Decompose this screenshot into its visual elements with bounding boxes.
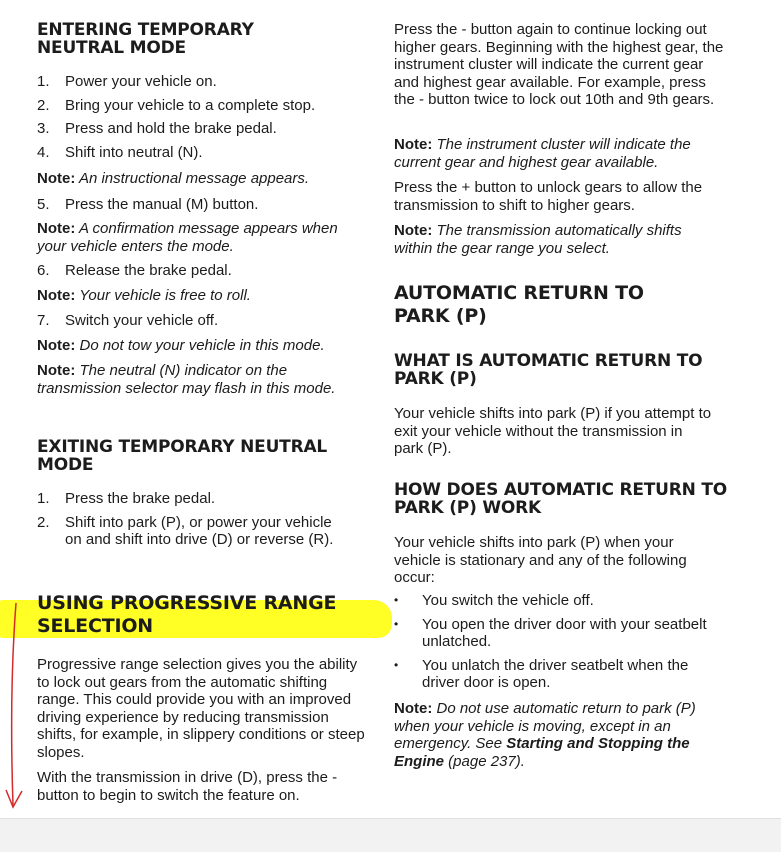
list-item: 2. Bring your vehicle to a complete stop. xyxy=(37,96,316,114)
list-item: 7. Switch your vehicle off. xyxy=(37,312,219,329)
list-item: 4. Shift into neutral (N). xyxy=(37,143,203,161)
list-item: • You unlatch the driver seatbelt when the driver door is open. xyxy=(394,656,689,691)
heading-exiting-temporary-neutral: EXITING TEMPORARY NEUTRAL MODE xyxy=(37,437,328,475)
note-confirmation: Note: A confirmation message appears when your vehicle enters the mode. xyxy=(37,220,338,255)
note-neutral-indicator: Note: The neutral (N) indicator on the transmission selector may flash in this mode. xyxy=(37,362,336,397)
list-item: 1. Press the brake pedal. xyxy=(37,490,216,507)
note-instrument-cluster: Note: The instrument cluster will indicate the current gear and highest gear available. xyxy=(394,136,691,171)
list-item: 1. Power your vehicle on. xyxy=(37,73,217,90)
list-item: 2. Shift into park (P), or power your vehicle on and shift into drive (D) or reverse (R). xyxy=(37,513,334,548)
step-7 xyxy=(37,312,367,330)
heading-how-does-automatic-return: HOW DOES AUTOMATIC RETURN TO PARK (P) WORK xyxy=(394,480,728,518)
steps-list-exiting xyxy=(37,490,367,549)
annotation-arrow-icon xyxy=(0,595,30,820)
note-do-not-use-automatic-return: Note: Do not use automatic return to park (P) when your vehicle is moving, except in an emergency. See Starting and Stopping the Engine (page 237). xyxy=(394,700,696,770)
step-6 xyxy=(37,262,367,280)
note-free-to-roll: Note: Your vehicle is free to roll. xyxy=(37,287,251,304)
note-do-not-tow: Note: Do not tow your vehicle in this mode. xyxy=(37,337,325,354)
list-item: • You switch the vehicle off. xyxy=(394,592,594,609)
paragraph-unlock-gears: Press the + button to unlock gears to allow the transmission to shift to higher gears. xyxy=(394,179,703,214)
viewer-bottom-bar xyxy=(0,818,781,852)
heading-entering-temporary-neutral: ENTERING TEMPORARY NEUTRAL MODE xyxy=(37,20,254,58)
conditions-list xyxy=(394,592,714,692)
list-item: 6. Release the brake pedal. xyxy=(37,262,232,279)
paragraph-progressive-range: Progressive range selection gives you the ability to lock out gears from the automatic shifting range. This could provide you with an improved driving experience by reducing transmission shifts, for example, in slippery conditions or steep slopes. xyxy=(37,656,365,761)
paragraph-drive-press-minus: With the transmission in drive (D), press the - button to begin to switch the feature on. xyxy=(37,769,338,804)
paragraph-lock-out-gears: Press the - button again to continue locking out higher gears. Beginning with the highest gear, the instrument cluster will indicate the current gear and highest gear available. For example, press the - button twice to lock out 10th and 9th gears. xyxy=(394,21,724,108)
list-item: 5. Press the manual (M) button. xyxy=(37,196,259,213)
heading-progressive-range: USING PROGRESSIVE RANGE SELECTION xyxy=(37,592,337,637)
list-item: • You open the driver door with your seatbelt unlatched. xyxy=(394,615,707,650)
note-instructional: Note: An instructional message appears. xyxy=(37,170,310,187)
step-5 xyxy=(37,196,367,214)
heading-what-is-automatic-return: WHAT IS AUTOMATIC RETURN TO PARK (P) xyxy=(394,351,703,389)
steps-list-entering xyxy=(37,73,367,161)
paragraph-shifts-into-park: Your vehicle shifts into park (P) if you attempt to exit your vehicle without the transmission in park (P). xyxy=(394,405,712,457)
paragraph-stationary-conditions: Your vehicle shifts into park (P) when your vehicle is stationary and any of the following occur: xyxy=(394,534,687,586)
cross-reference-link[interactable]: Starting and Stopping the Engine xyxy=(394,735,690,770)
heading-automatic-return-to-park: AUTOMATIC RETURN TO PARK (P) xyxy=(394,282,644,327)
note-gear-range: Note: The transmission automatically shifts within the gear range you select. xyxy=(394,222,682,257)
list-item: 3. Press and hold the brake pedal. xyxy=(37,120,277,137)
